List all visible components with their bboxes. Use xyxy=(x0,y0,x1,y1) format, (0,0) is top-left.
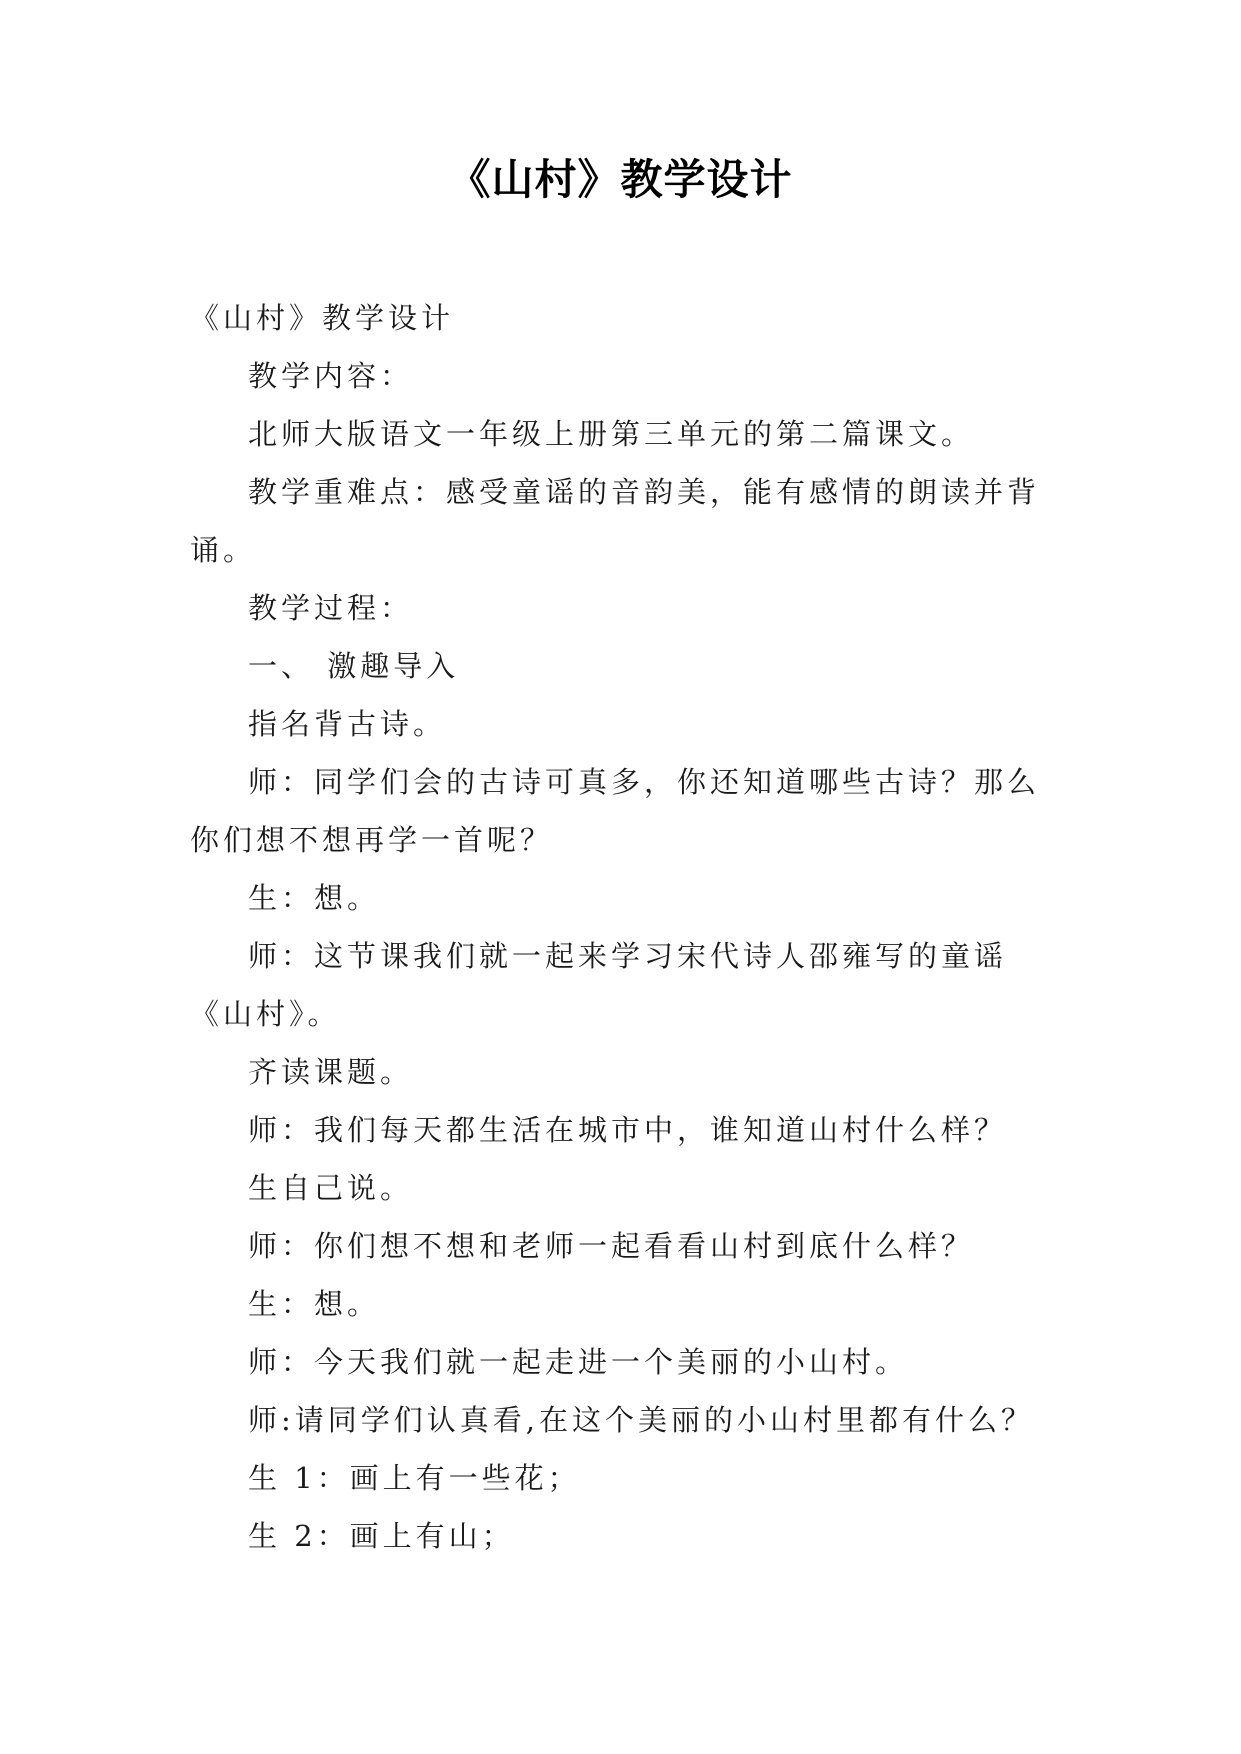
paragraph: 北师大版语文一年级上册第三单元的第二篇课文。 xyxy=(248,417,975,451)
paragraph: 师：你们想不想和老师一起看看山村到底什么样？ xyxy=(248,1229,975,1263)
paragraph: 生 1：画上有一些花； xyxy=(248,1461,581,1495)
paragraph: 教学内容： xyxy=(248,359,414,393)
paragraph: 指名背古诗。 xyxy=(248,707,447,741)
paragraph: 一、 激趣导入 xyxy=(248,649,460,683)
paragraph: 生：想。 xyxy=(248,881,381,915)
document-title: 《山村》教学设计 xyxy=(448,155,793,204)
paragraph: 生：想。 xyxy=(248,1287,381,1321)
paragraph: 教学过程： xyxy=(248,591,414,625)
paragraph: 教学重难点：感受童谣的音韵美，能有感情的朗读并背诵。 xyxy=(190,475,1041,567)
paragraph: 齐读课题。 xyxy=(248,1055,414,1089)
paragraph: 生 2：画上有山； xyxy=(248,1519,515,1553)
paragraph: 《山村》教学设计 xyxy=(190,301,455,335)
paragraph: 师：我们每天都生活在城市中，谁知道山村什么样？ xyxy=(248,1113,1008,1147)
paragraph: 师：同学们会的古诗可真多，你还知道哪些古诗？那么你们想不想再学一首呢？ xyxy=(190,765,1041,857)
paragraph: 师:请同学们认真看,在这个美丽的小山村里都有什么？ xyxy=(248,1403,1034,1437)
paragraph: 师：今天我们就一起走进一个美丽的小山村。 xyxy=(248,1345,909,1379)
document-body xyxy=(190,289,1048,1565)
paragraph: 师：这节课我们就一起来学习宋代诗人邵雍写的童谣《山村》。 xyxy=(190,939,1008,1031)
paragraph: 生自己说。 xyxy=(248,1171,414,1205)
